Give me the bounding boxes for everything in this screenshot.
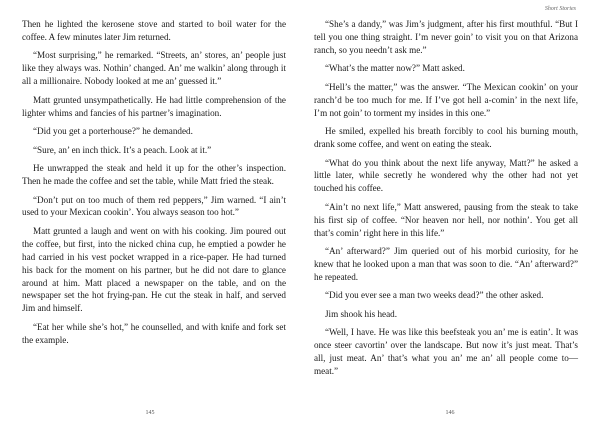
paragraph: “What’s the matter now?” Matt asked. — [325, 63, 465, 74]
paragraph: “She’s a dandy,” was Jim’s judgment, after his first mouthful. “But I tell you one thing straight. I’m never goin’ to visit you on that Arizona ranch, so you needn’t ask me.” — [314, 19, 578, 55]
running-header: Short Stories — [544, 6, 576, 12]
paragraph: Matt grunted unsympathetically. He had little comprehension of the lighter whims and fancies of his partner’s imagination. — [22, 94, 286, 118]
right-page — [300, 0, 600, 424]
page-number: 146 — [445, 410, 455, 416]
paragraph: “Hell’s the matter,” was the answer. “The Mexican cookin’ on your ranch’d be too much for me. If I’ve got hell a-comin’ in the next life, I’m not goin’ to torment my insides in this one.” — [314, 81, 578, 118]
left-page-text — [22, 18, 286, 347]
paragraph: Matt grunted a laugh and went on with his cooking. Jim poured out the coffee, but first, into the nicked china cup, he emptied a powder he had carried in his vest pocket wrapped in a rice-paper. He had turned his back for the moment on his partner, but he did not dare to glance around at him. Matt placed a newspaper on the table, and on the newspaper set the hot frying-pan. He cut the steak in half, and served Jim and himself. — [22, 225, 286, 314]
paragraph: “An’ afterward?” Jim queried out of his morbid curiosity, for he knew that he looked upon a man that was soon to die. “An’ afterward?” he repeated. — [314, 246, 578, 282]
paragraph: “Well, I have. He was like this beefsteak you an’ me is eatin’. It was once steer cavortin’ over the landscape. But now it’s just meat. That’s all, just meat. An’ that’s what you an’ me an’ all people come to—meat.” — [314, 327, 578, 377]
paragraph: “What do you think about the next life anyway, Matt?” he asked a little later, while secretly he wondered why the other had not yet touched his coffee. — [314, 157, 578, 194]
paragraph: He smiled, expelled his breath forcibly to cool his burning mouth, drank some coffee, and went on eating the steak. — [314, 126, 578, 150]
paragraph: Jim shook his head. — [325, 308, 397, 319]
paragraph: “Most surprising,” he remarked. “Streets, an’ stores, an’ people just like they always was. Nothin’ changed. An’ me walkin’ along through it all a millionaire. Nobody looked at me an’ guessed it.” — [22, 50, 286, 87]
paragraph: “Did you get a porterhouse?” he demanded. — [33, 126, 193, 137]
paragraph: “Don’t put on too much of them red peppers,” Jim warned. “I ain’t used to your Mexican cookin’. You always season too hot.” — [22, 194, 286, 218]
paragraph: “Ain’t no next life,” Matt answered, pausing from the steak to take his first sip of coffee. “Nor heaven nor hell, nor nothin’. You get all that’s comin’ right here in this life.” — [314, 201, 578, 238]
right-page-text — [314, 18, 578, 378]
paragraph: Then he lighted the kerosene stove and started to boil water for the coffee. A few minutes later Jim returned. — [22, 19, 286, 42]
paragraph: He unwrapped the steak and held it up for the other’s inspection. Then he made the coffee and set the table, while Matt fried the steak. — [22, 163, 286, 187]
paragraph: “Did you ever see a man two weeks dead?” the other asked. — [325, 290, 544, 301]
paragraph: “Sure, an’ en inch thick. It’s a peach. Look at it.” — [33, 144, 212, 155]
page-number: 145 — [145, 410, 155, 416]
paragraph: “Eat her while she’s hot,” he counselled, and with knife and fork set the example. — [22, 321, 286, 345]
